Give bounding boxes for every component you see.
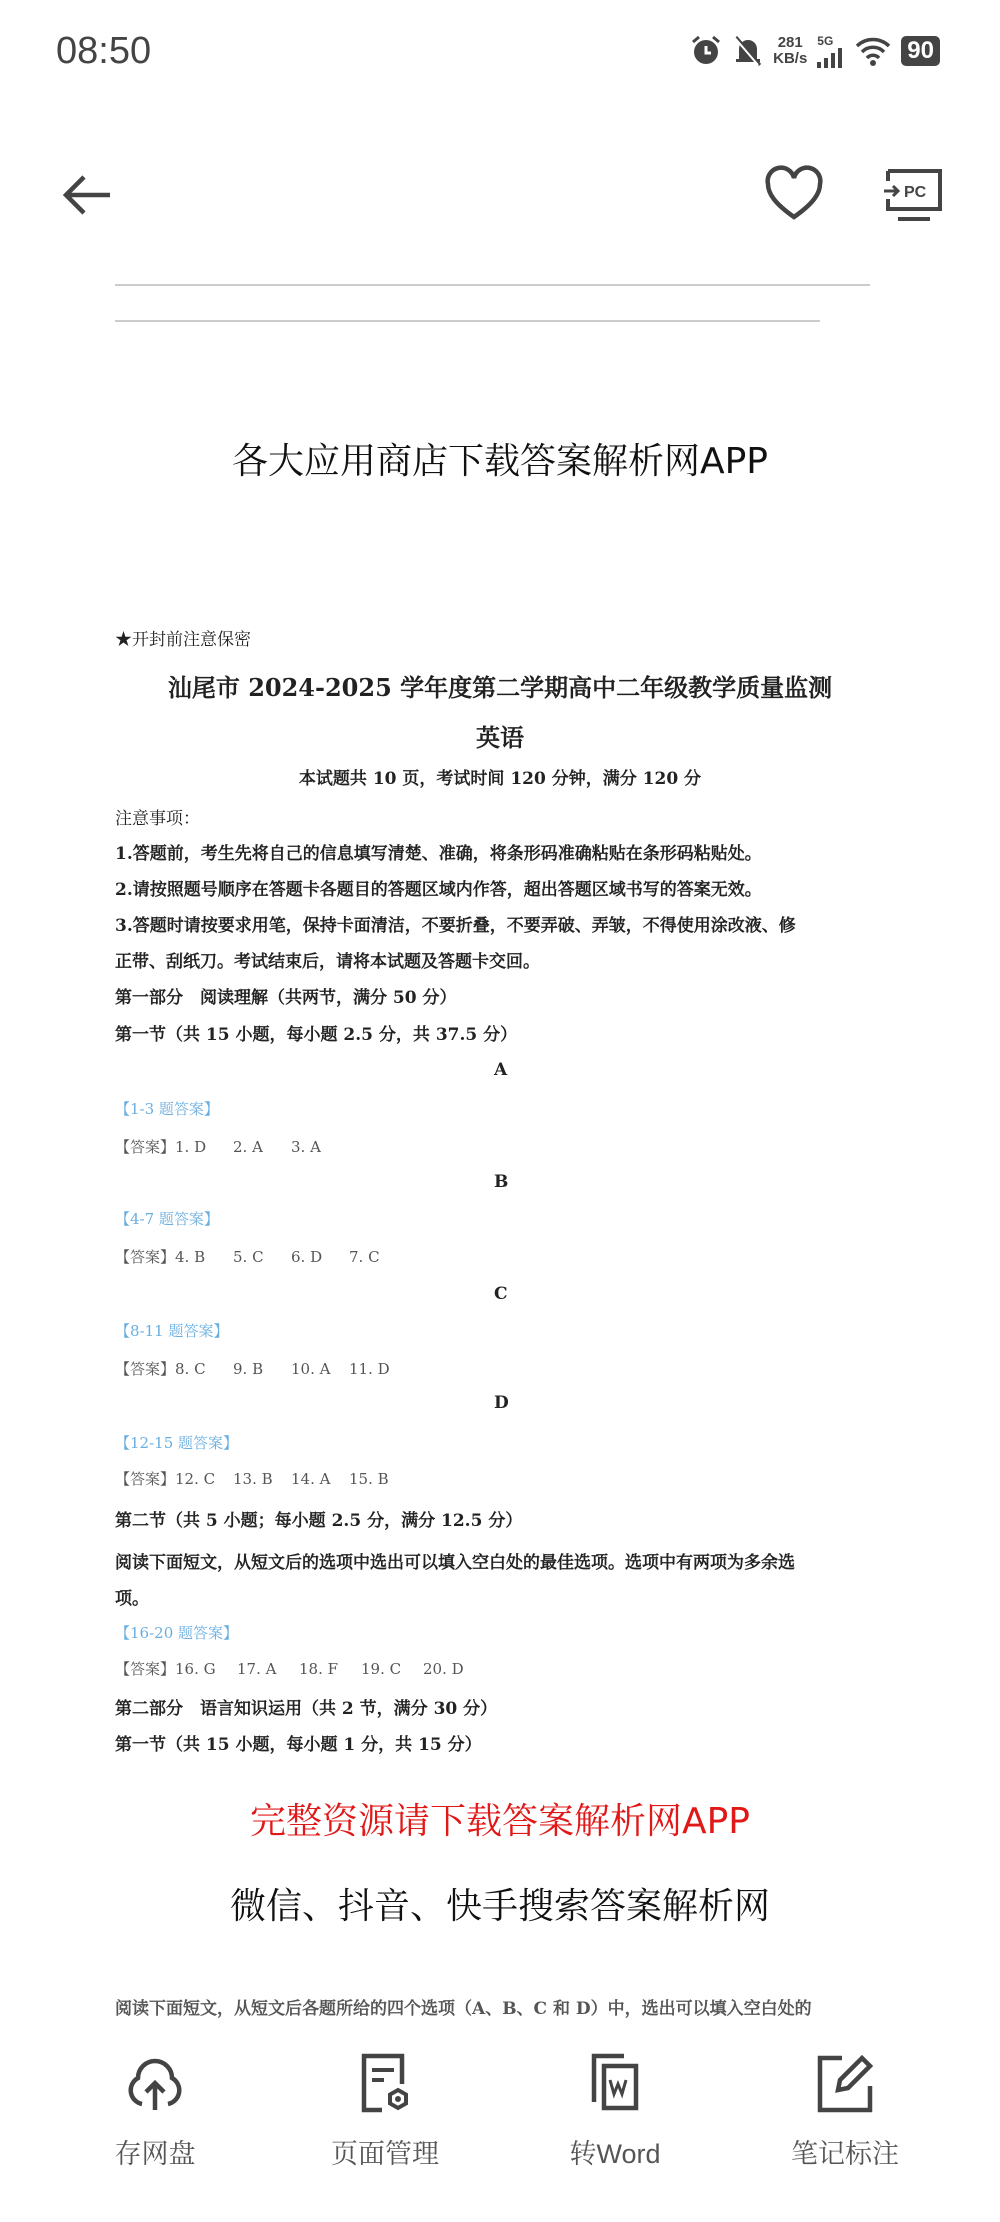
watermark: 完整资源请下载答案解析网APP <box>249 1801 751 1842</box>
status-icons <box>689 34 940 68</box>
instruction-text: 阅读下面短文，从短文后的选项中选出可以填入空白处的最佳选项。选项中有两项为多余选 <box>115 1553 795 1573</box>
network-type: 5G <box>817 34 834 48</box>
save-to-cloud-button[interactable] <box>65 2050 245 2222</box>
toolbar-label: 笔记标注 <box>791 2139 899 2169</box>
note-line: 2.请按照题号顺序在答题卡各题目的答题区域内作答，超出答题区域书写的答案无效。 <box>115 880 762 900</box>
page-management-button[interactable] <box>295 2050 475 2222</box>
answer-prefix: 【答案】 <box>115 1248 176 1266</box>
doc-title: 汕尾市 2024-2025 学年度第二学期高中二年级教学质量监测 <box>167 673 833 702</box>
watermark: 微信、抖音、快手搜索答案解析网 <box>229 1886 770 1927</box>
answer: 8. C <box>175 1360 206 1378</box>
answer-row <box>115 1246 407 1267</box>
page-settings-icon <box>352 2050 418 2116</box>
passage-letter: C <box>494 1284 508 1304</box>
pc-label: PC <box>904 184 927 201</box>
answer: 2. A <box>233 1138 263 1156</box>
answer: 5. C <box>233 1248 264 1266</box>
notes-annotation-button[interactable] <box>755 2050 935 2222</box>
answer: 7. C <box>349 1248 380 1266</box>
answer: 14. A <box>291 1470 331 1488</box>
answer-prefix: 【答案】 <box>115 1470 176 1488</box>
answer-row <box>115 1136 349 1157</box>
answer: 17. A <box>237 1660 277 1678</box>
part1-heading: 第一部分 阅读理解（共两节，满分 50 分） <box>115 988 457 1008</box>
passage-letter: B <box>494 1172 509 1192</box>
answer: 15. B <box>349 1470 389 1488</box>
battery-level: 90 <box>901 36 940 66</box>
confidential-note: ★开封前注意保密 <box>115 630 251 650</box>
arrow-left-icon[interactable] <box>58 165 118 225</box>
toolbar-label: 页面管理 <box>331 2139 439 2169</box>
wifi-icon <box>855 36 891 66</box>
answer-row <box>115 1658 481 1679</box>
passage-letter: D <box>494 1393 509 1413</box>
part1-sec2-heading: 第二节（共 5 小题；每小题 2.5 分，满分 12.5 分） <box>115 1511 523 1531</box>
convert-to-word-button[interactable] <box>525 2050 705 2222</box>
signal-icon <box>817 34 845 68</box>
instruction-text: 阅读下面短文，从短文后各题所给的四个选项（A、B、C 和 D）中，选出可以填入空白处的 <box>115 1999 812 2019</box>
watermark: 各大应用商店下载答案解析网APP <box>231 441 769 482</box>
note-line: 正带、刮纸刀。考试结束后，请将本试题及答题卡交回。 <box>115 952 540 972</box>
answer-prefix: 【答案】 <box>115 1360 176 1378</box>
answer-row <box>115 1358 407 1379</box>
toolbar-label: 存网盘 <box>114 2139 196 2169</box>
answer-tag: 【12-15 题答案】 <box>115 1434 239 1452</box>
answer: 18. F <box>299 1660 339 1678</box>
answer: 19. C <box>361 1660 402 1678</box>
answer-tag: 【8-11 题答案】 <box>115 1322 229 1340</box>
divider <box>115 284 870 286</box>
word-convert-icon <box>582 2050 648 2116</box>
doc-subject: 英语 <box>476 723 524 752</box>
alarm-icon <box>689 34 723 68</box>
doc-info: 本试题共 10 页，考试时间 120 分钟，满分 120 分 <box>298 769 702 789</box>
answer-tag: 【1-3 题答案】 <box>115 1100 219 1118</box>
answer: 6. D <box>291 1248 323 1266</box>
instruction-text: 项。 <box>115 1589 149 1609</box>
toolbar-label: 转Word <box>569 2139 661 2169</box>
answer-prefix: 【答案】 <box>115 1660 176 1678</box>
cast-to-pc-icon[interactable] <box>882 165 946 234</box>
net-speed-value: 281 <box>777 34 803 51</box>
notes-heading: 注意事项： <box>115 809 200 829</box>
divider <box>115 320 820 322</box>
mute-bell-icon <box>733 34 763 68</box>
answer: 20. D <box>423 1660 464 1678</box>
bottom-toolbar <box>0 2050 1000 2222</box>
part2-sec1-heading: 第一节（共 15 小题，每小题 1 分，共 15 分） <box>115 1735 482 1755</box>
answer: 1. D <box>175 1138 207 1156</box>
note-line: 3.答题时请按要求用笔，保持卡面清洁，不要折叠，不要弄破、弄皱，不得使用涂改液、修 <box>115 916 796 936</box>
answer: 12. C <box>175 1470 216 1488</box>
cloud-upload-icon <box>122 2050 188 2116</box>
answer-row <box>115 1468 407 1489</box>
answer: 3. A <box>291 1138 321 1156</box>
net-speed <box>773 35 807 67</box>
answer: 10. A <box>291 1360 331 1378</box>
net-speed-unit: KB/s <box>773 50 808 67</box>
answer: 16. G <box>175 1660 216 1678</box>
status-time: 08:50 <box>56 30 152 72</box>
answer-tag: 【16-20 题答案】 <box>115 1624 239 1642</box>
answer: 4. B <box>175 1248 206 1266</box>
part1-sec1-heading: 第一节（共 15 小题，每小题 2.5 分，共 37.5 分） <box>115 1025 518 1045</box>
answer: 9. B <box>233 1360 264 1378</box>
heart-icon[interactable] <box>764 165 824 225</box>
passage-letter: A <box>494 1060 508 1080</box>
answer: 11. D <box>349 1360 390 1378</box>
part2-heading: 第二部分 语言知识运用（共 2 节，满分 30 分） <box>115 1699 498 1719</box>
edit-note-icon <box>812 2050 878 2116</box>
answer-prefix: 【答案】 <box>115 1138 176 1156</box>
answer: 13. B <box>233 1470 273 1488</box>
answer-tag: 【4-7 题答案】 <box>115 1210 219 1228</box>
note-line: 1.答题前，考生先将自己的信息填写清楚、准确，将条形码准确粘贴在条形码粘贴处。 <box>115 844 762 864</box>
